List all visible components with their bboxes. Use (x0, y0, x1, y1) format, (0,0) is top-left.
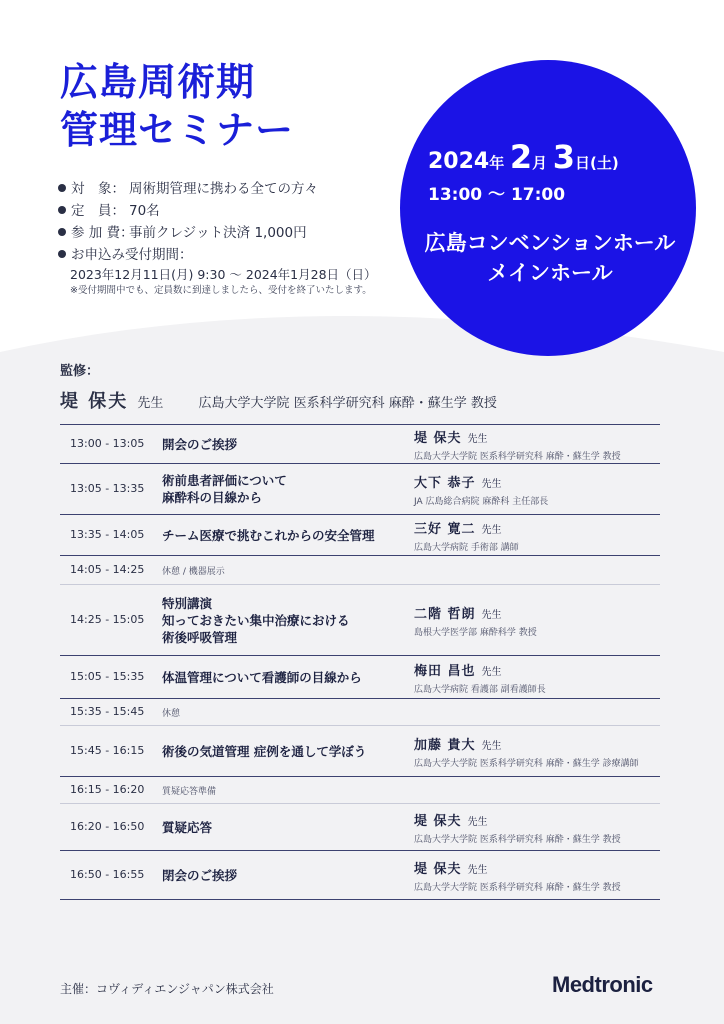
info-target: 対 象： 周術期管理に携わる全ての方々 (58, 178, 377, 200)
seminar-info (58, 178, 377, 298)
schedule-time: 16:15 - 16:20 (70, 783, 145, 796)
schedule-row (60, 424, 660, 464)
schedule-row (60, 585, 660, 656)
schedule-time: 14:05 - 14:25 (70, 563, 145, 576)
schedule-row (60, 804, 660, 851)
speaker (414, 518, 519, 553)
session-title: チーム医療で挑むこれからの安全管理 (162, 527, 375, 543)
speaker-name: 二階 哲朗 先生 (414, 607, 502, 622)
schedule-time: 15:05 - 15:35 (70, 670, 145, 683)
speaker-affiliation: 広島大学大学院 医系科学研究科 麻酔・蘇生学 教授 (414, 452, 621, 462)
speaker-honorific: 先生 (481, 610, 502, 621)
session-title: 術前患者評価について 麻酔科の目線から (162, 473, 287, 505)
speaker-affiliation: 広島大学大学院 医系科学研究科 麻酔・蘇生学 教授 (414, 835, 621, 845)
session-title: 特別講演 知っておきたい集中治療における 術後呼吸管理 (162, 595, 350, 645)
speaker-affiliation: 広島大学病院 手術部 講師 (414, 543, 519, 553)
speaker-affiliation: 広島大学大学院 医系科学研究科 麻酔・蘇生学 診療講師 (414, 759, 639, 769)
medtronic-logo: Medtronic (552, 972, 653, 997)
schedule-break-row (60, 556, 660, 585)
speaker-honorific: 先生 (467, 434, 488, 445)
schedule-row (60, 515, 660, 556)
schedule-break-row (60, 777, 660, 804)
session-title: 開会のご挨拶 (162, 436, 238, 452)
bullet-icon (58, 228, 66, 236)
apply-period: 2023年12月11日(月) 9:30 ～ 2024年1月28日（日） (70, 267, 377, 282)
supervisor-block (60, 360, 497, 413)
speaker-affiliation: 広島大学病院 看護部 副看護師長 (414, 685, 546, 695)
info-fee: 参 加 費：事前クレジット決済 1,000円 (58, 222, 377, 244)
speaker-name: 梅田 昌也 先生 (414, 664, 502, 679)
schedule-row (60, 851, 660, 900)
speaker-name: 三好 寛二 先生 (414, 522, 502, 537)
speaker-name: 加藤 貴大 先生 (414, 738, 502, 753)
event-date: 2024年 2月 3日(土) (428, 138, 619, 176)
info-capacity: 定 員： 70名 (58, 200, 377, 222)
supervisor-honorific: 先生 (137, 396, 164, 411)
speaker-honorific: 先生 (467, 865, 488, 876)
schedule-time: 13:00 - 13:05 (70, 437, 145, 450)
session-title: 体温管理について看護師の目線から (162, 669, 362, 685)
schedule-time: 13:35 - 14:05 (70, 528, 145, 541)
sponsor-text: 主催：コヴィディエンジャパン株式会社 (60, 982, 274, 996)
speaker-affiliation: 広島大学大学院 医系科学研究科 麻酔・蘇生学 教授 (414, 883, 621, 893)
title-line-2: 管理セミナー (60, 108, 295, 152)
speaker-name: 堤 保夫 先生 (414, 814, 488, 829)
speaker-honorific: 先生 (481, 525, 502, 536)
break-label: 休憩 / 機器展示 (162, 567, 225, 577)
speaker (414, 603, 537, 638)
break-label: 休憩 (162, 709, 181, 719)
session-title: 術後の気道管理 症例を通して学ぼう (162, 743, 367, 759)
schedule-row (60, 656, 660, 699)
schedule-row (60, 726, 660, 777)
schedule-time: 13:05 - 13:35 (70, 482, 145, 495)
session-title: 閉会のご挨拶 (162, 867, 238, 883)
supervisor-name: 堤 保夫 (60, 391, 129, 412)
seminar-title (60, 58, 294, 154)
supervisor-affiliation: 広島大学大学院 医系科学研究科 麻酔・蘇生学 教授 (198, 396, 497, 411)
program-schedule (60, 424, 660, 900)
schedule-break-row (60, 699, 660, 726)
speaker-honorific: 先生 (481, 667, 502, 678)
supervisor-label: 監修： (60, 364, 100, 379)
speaker-honorific: 先生 (481, 479, 502, 490)
speaker-honorific: 先生 (467, 817, 488, 828)
event-venue: 広島コンベンションホール メインホール (424, 231, 676, 285)
speaker-affiliation: JA 広島総合病院 麻酔科 主任部長 (414, 497, 549, 507)
title-line-1: 広島周術期 (60, 60, 256, 104)
speaker-affiliation: 島根大学医学部 麻酔科学 教授 (414, 628, 537, 638)
schedule-time: 15:45 - 16:15 (70, 744, 145, 757)
bullet-icon (58, 250, 66, 258)
speaker (414, 734, 639, 769)
session-title: 質疑応答 (162, 819, 213, 835)
event-date-circle (402, 110, 698, 340)
schedule-time: 15:35 - 15:45 (70, 705, 145, 718)
speaker-name: 堤 保夫 先生 (414, 431, 488, 446)
bullet-icon (58, 206, 66, 214)
speaker (414, 858, 621, 893)
info-apply: お申込み受付期間： (58, 244, 377, 266)
schedule-time: 16:20 - 16:50 (70, 820, 145, 833)
speaker-honorific: 先生 (481, 741, 502, 752)
speaker (414, 660, 546, 695)
event-time: 13:00 ～ 17:00 (428, 185, 566, 205)
bullet-icon (58, 184, 66, 192)
blue-circle (400, 60, 696, 356)
apply-note: ※受付期間中でも、定員数に到達しましたら、受付を終了いたします。 (70, 285, 372, 296)
schedule-time: 16:50 - 16:55 (70, 868, 145, 881)
schedule-time: 14:25 - 15:05 (70, 613, 145, 626)
speaker-name: 堤 保夫 先生 (414, 862, 488, 877)
speaker (414, 427, 621, 462)
break-label: 質疑応答準備 (162, 787, 217, 797)
speaker-name: 大下 恭子 先生 (414, 476, 502, 491)
speaker (414, 810, 621, 845)
speaker (414, 472, 548, 507)
schedule-row (60, 464, 660, 515)
